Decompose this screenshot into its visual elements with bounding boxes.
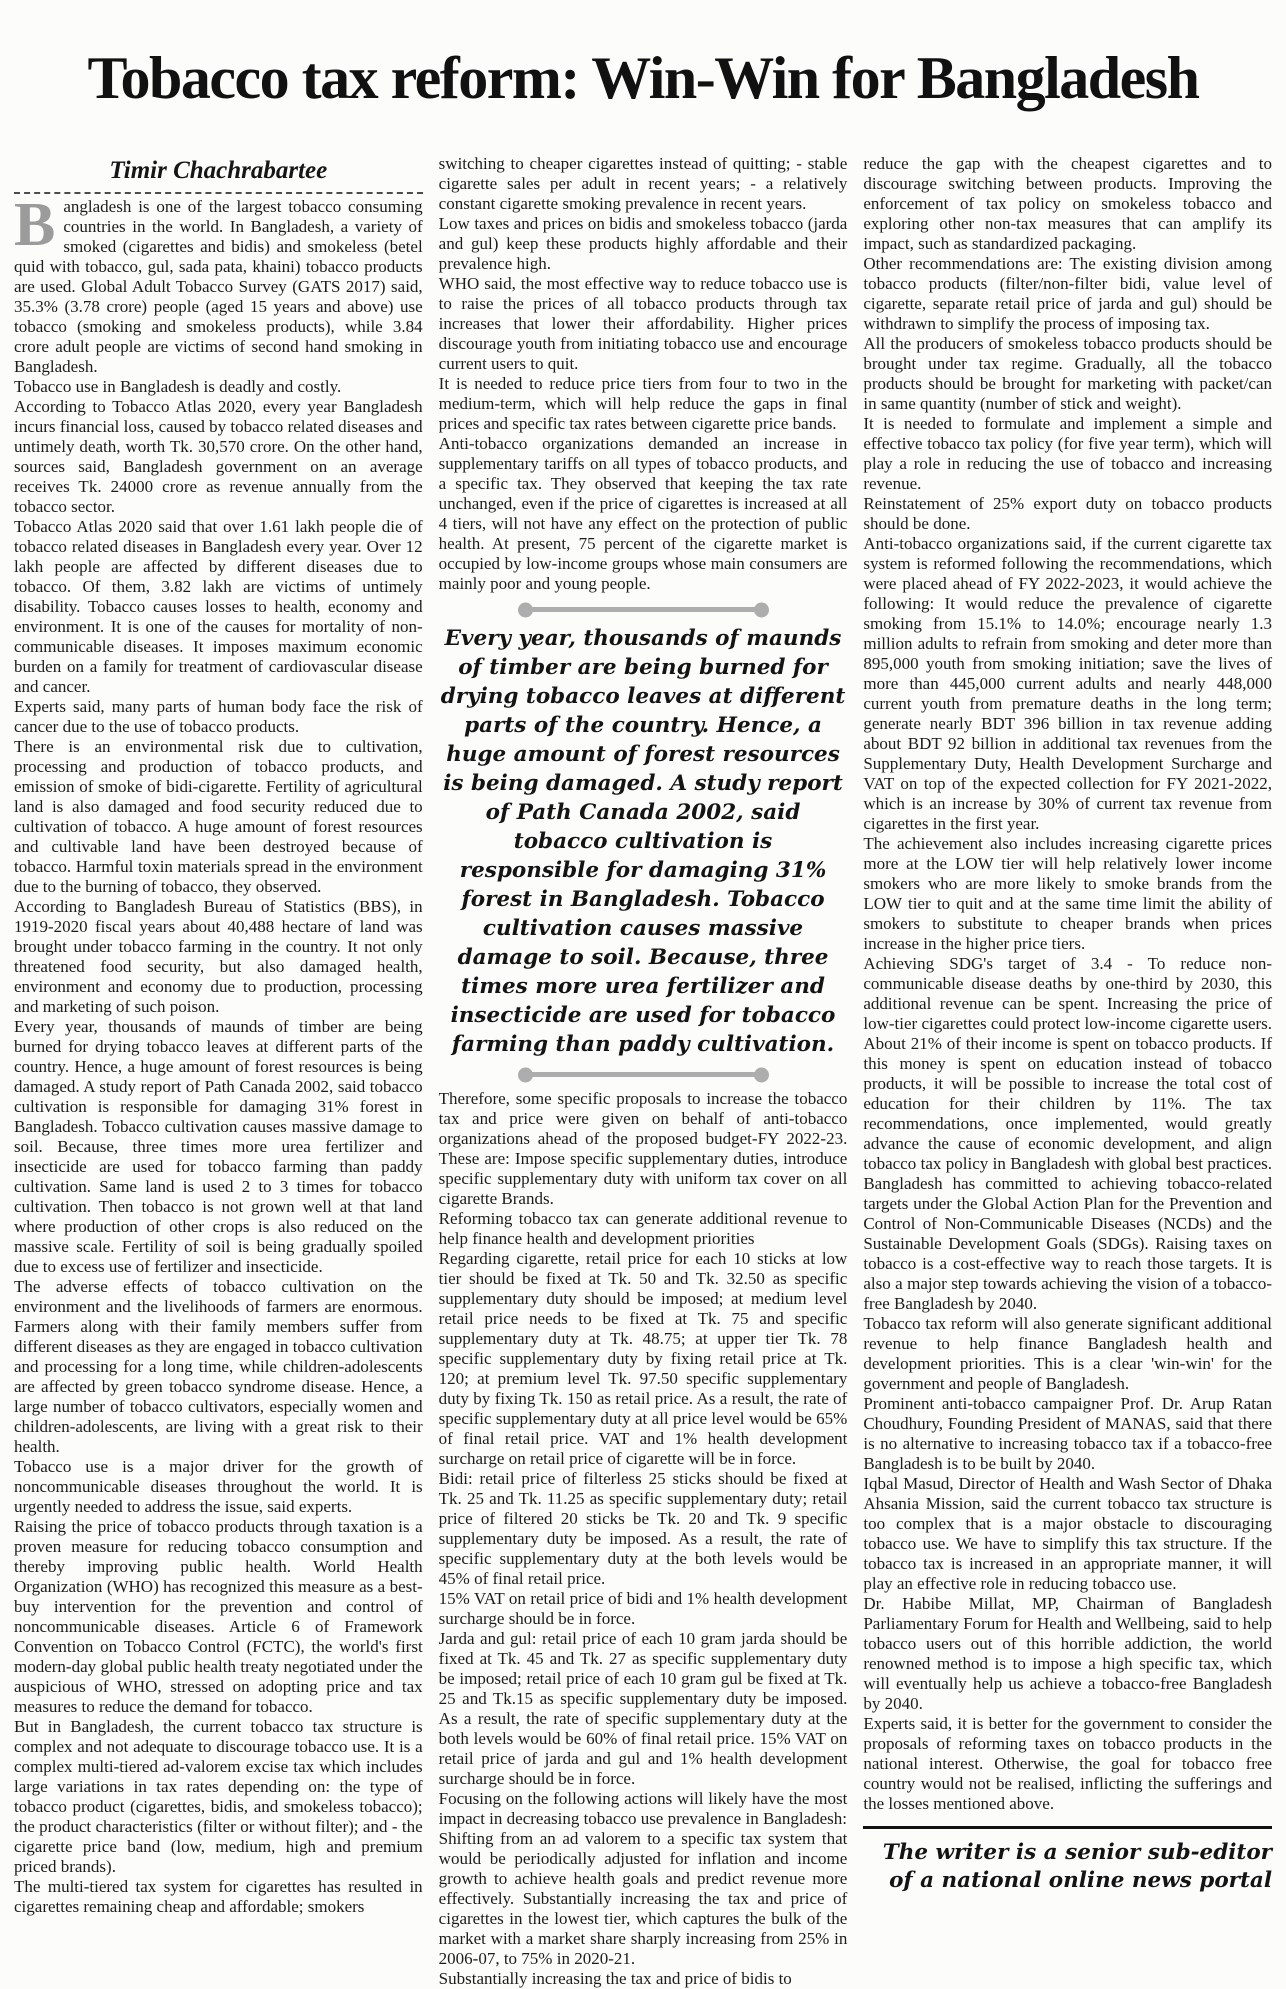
body-paragraph: Tobacco use in Bangladesh is deadly and costly. (14, 377, 342, 397)
newspaper-page (14, 0, 1272, 1989)
body-paragraph: Raising the price of tobacco products through taxation is a proven measure for reducing tobacco consumption and thereby improving public health. World Health Organization (WHO) has recognized this measure as a best-buy intervention for the prevention and control of noncommunicable diseases. Article 6 of Framework Convention on Tobacco Control (FCTC), the world's first modern-day global public health treaty negotiated under the auspicious of WHO, stressed on adopting price and tax measures to reduce the demand for tobacco. (14, 1517, 423, 1717)
body-paragraph: Tobacco tax reform will also generate significant additional revenue to help finance Bangladesh health and development priorities. This is a clear 'win-win' for the government and people of Bangladesh. (863, 1314, 1273, 1394)
body-paragraph: Focusing on the following actions will likely have the most impact in decreasing tobacco use prevalence in Bangladesh: (438, 1789, 848, 1829)
body-paragraph: Reforming tobacco tax can generate additional revenue to help finance health and development priorities (438, 1209, 848, 1249)
body-paragraph: Shifting from an ad valorem to a specific tax system that would be periodically adjusted for inflation and income growth to achieve health goals and predict revenue more effectively. Substantially increasing the tax and price of cigarettes in the lowest tier, which captures the bulk of the market with a market share sharply increasing from 25% in 2006-07, to 75% in 2020-21. (438, 1829, 848, 1969)
body-paragraph: WHO said, the most effective way to reduce tobacco use is to raise the prices of all tobacco products through tax increases that lower their affordability. Higher prices discourage youth from initiating tobacco use and encourage current users to quit. (438, 274, 848, 374)
body-paragraph: It is needed to reduce price tiers from four to two in the medium-term, which will help reduce the gaps in final prices and specific tax rates between cigarette price bands. (438, 374, 848, 434)
body-paragraph: It is needed to formulate and implement a simple and effective tobacco tax policy (for five year term), which will play a role in reducing the use of tobacco and increasing revenue. (863, 414, 1273, 494)
body-paragraph: Regarding cigarette, retail price for each 10 sticks at low tier should be fixed at Tk. 50 and Tk. 32.50 as specific supplementary duty should be imposed; at medium level retail price needs to be fixed at Tk. 75 and specific supplementary duty at Tk. 48.75; at upper tier Tk. 78 specific supplementary duty by fixing retail price at Tk. 120; at premium level Tk. 97.50 specific supplementary duty by fixing Tk. 150 as retail price. As a result, the rate of specific supplementary duty at all price level would be 65% of final retail price. VAT and 1% health development surcharge on retail price of cigarette will be in force. (438, 1249, 848, 1469)
byline-dashed-divider (14, 192, 423, 194)
article-column-1 (14, 154, 423, 1989)
body-paragraph: But in Bangladesh, the current tobacco tax structure is complex and not adequate to discourage tobacco use. It is a complex multi-tiered ad-valorem excise tax which includes large variations in tax rates depending on: the type of tobacco product (cigarettes, bidis, and smokeless tobacco); the product characteristics (filter or without filter); and - the cigarette price band (low, medium, high and premium priced brands). (14, 1717, 423, 1877)
author-credit (863, 1839, 1272, 1895)
lead-paragraph-text: angladesh is one of the largest tobacco consuming countries in the world. In Bangladesh, a variety of smoked (cigarettes and bidis) and smokeless (betel quid with tobacco, gul, sada pata, khaini) tobacco products are used. Global Adult Tobacco Survey (GATS 2017) said, 35.3% (3.78 crore) people (aged 15 years and above) use tobacco (smoking and smokeless products), while 3.84 crore adult people are victims of second hand smoking in Bangladesh. (14, 197, 423, 377)
author-credit-line: The writer is a senior sub-editor (882, 1840, 1273, 1866)
body-paragraph: 15% VAT on retail price of bidi and 1% health development surcharge should be in force. (438, 1589, 848, 1629)
body-paragraph: Tobacco use is a major driver for the growth of noncommunicable diseases throughout the world. It is urgently needed to address the issue, said experts. (14, 1457, 423, 1517)
body-paragraph: Anti-tobacco organizations said, if the current cigarette tax system is reformed following the recommendations, which were placed ahead of FY 2022-2023, it would achieve the following: It would reduce the prevalence of cigarette smoking from 15.1% to 14.0%; encourage nearly 1.3 million adults to refrain from smoking and deter more than 895,000 youth from smoking initiation; save the lives of more than 445,000 current adults and nearly 448,000 current youth from premature deaths in the long term; generate nearly BDT 396 billion in tax revenue adding about BDT 92 billion in additional tax revenues from the Supplementary Duty, Health Development Surcharge and VAT on top of the expected collection for FY 2021-2022, which is an increase by 30% of current tax revenue from cigarettes in the first year. (863, 534, 1273, 834)
body-paragraph: Bidi: retail price of filterless 25 sticks should be fixed at Tk. 25 and Tk. 11.25 as specific supplementary duty; retail price of filtered 20 sticks be Tk. 20 and Tk. 9 specific supplementary duty be imposed. As a result, the rate of specific supplementary duty at the both levels would be 45% of final retail price. (438, 1469, 848, 1589)
author-byline: Timir Chachrabartee (109, 157, 328, 185)
credit-divider (863, 1826, 1272, 1829)
article-column-3 (863, 154, 1272, 1989)
pull-quote: Every year, thousands of maunds of timber are being burned for drying tobacco leaves at different parts of the country. Hence, a huge amount of forest resources is being damaged. A study report of Path Canada 2002, said tobacco cultivation is responsible for damaging 31% forest in Bangladesh. Tobacco cultivation causes massive damage to soil. Because, three times more urea fertilizer and insecticide are used for tobacco farming than paddy cultivation. (440, 626, 846, 1058)
body-paragraph: Therefore, some specific proposals to increase the tobacco tax and price were given on behalf of anti-tobacco organizations ahead of the proposed budget-FY 2022-23. These are: Impose specific supplementary duties, introduce specific supplementary duty with uniform tax cover on all cigarette Brands. (438, 1089, 848, 1209)
article-column-2 (439, 154, 848, 1989)
body-paragraph: Achieving SDG's target of 3.4 - To reduce non-communicable disease deaths by one-third by 2030, this additional revenue can be spent. Increasing the price of low-tier cigarettes could protect low-income cigarette users. About 21% of their income is spent on tobacco products. If this money is spent on education instead of tobacco products, it will be possible to increase the total cost of education for their children by 11%. The tax recommendations, once implemented, would greatly advance the cause of economic development, and align tobacco tax policy in Bangladesh with global best practices. Bangladesh has committed to achieving tobacco-related targets under the Global Action Plan for the Prevention and Control of Non-Communicable Diseases (NCDs) and the Sustainable Development Goals (SDGs). Raising taxes on tobacco is a cost-effective way to reach those targets. It is also a major step towards achieving the vision of a tobacco-free Bangladesh by 2040. (863, 954, 1273, 1314)
body-paragraph: According to Bangladesh Bureau of Statistics (BBS), in 1919-2020 fiscal years about 40,488 hectare of land was brought under tobacco farming in the country. It not only threatened food security, but also damaged health, environment and economy due to production, processing and marketing of such poison. (14, 897, 423, 1017)
body-paragraph: Dr. Habibe Millat, MP, Chairman of Bangladesh Parliamentary Forum for Health and Wellbeing, said to help tobacco users out of this horrible addiction, the world renowned method is to impose a high specific tax, which will eventually help us achieve a tobacco-free Bangladesh by 2040. (863, 1594, 1273, 1714)
body-paragraph: Substantially increasing the tax and price of bidis to (438, 1969, 792, 1989)
body-paragraph: Experts said, it is better for the government to consider the proposals of reforming taxes on tobacco products in the national interest. Otherwise, the goal for tobacco free country would not be realised, inflicting the sufferings and the losses mentioned above. (863, 1714, 1273, 1814)
body-paragraph: reduce the gap with the cheapest cigarettes and to discourage switching between products. Improving the enforcement of tax policy on smokeless tobacco and exploring other non-tax measures that can amplify its impact, such as standardized packaging. (863, 154, 1273, 254)
drop-cap: B (14, 191, 56, 260)
body-paragraph: According to Tobacco Atlas 2020, every year Bangladesh incurs financial loss, caused by tobacco related diseases and untimely death, worth Tk. 30,570 crore. On the other hand, sources said, Bangladesh government on an average receives Tk. 24000 crore as revenue annually from the tobacco sector. (14, 397, 423, 517)
body-paragraph: The adverse effects of tobacco cultivation on the environment and the livelihoods of farmers are enormous. Farmers along with their family members suffer from different diseases as they are engaged in tobacco cultivation and processing for a long time, while children-adolescents are affected by green tobacco syndrome disease. Hence, a large number of tobacco cultivators, especially women and children-adolescents, are living with a great risk to their health. (14, 1277, 423, 1457)
body-paragraph: Experts said, many parts of human body face the risk of cancer due to the use of tobacco products. (14, 697, 423, 737)
body-paragraph: Prominent anti-tobacco campaigner Prof. Dr. Arup Ratan Choudhury, Founding President of MANAS, said that there is no alternative to increasing tobacco tax if a tobacco-free Bangladesh is to be built by 2040. (863, 1394, 1273, 1474)
article-columns (14, 154, 1272, 1989)
body-paragraph: Low taxes and prices on bidis and smokeless tobacco (jarda and gul) keep these products highly affordable and their prevalence high. (438, 214, 848, 274)
pullquote-divider (525, 1072, 762, 1077)
lead-paragraph (14, 191, 423, 377)
author-credit-line: of a national online news portal (889, 1868, 1273, 1894)
body-paragraph: The multi-tiered tax system for cigarettes has resulted in cigarettes remaining cheap and affordable; smokers (14, 1877, 423, 1917)
body-paragraph: The achievement also includes increasing cigarette prices more at the LOW tier will help relatively lower income smokers who are more likely to smoke brands from the LOW tier to quit and at the same time limit the ability of smokers to substitute to cheaper brands when prices increase in the higher price tiers. (863, 834, 1273, 954)
body-paragraph: Reinstatement of 25% export duty on tobacco products should be done. (863, 494, 1273, 534)
body-paragraph: Every year, thousands of maunds of timber are being burned for drying tobacco leaves at different parts of the country. Hence, a huge amount of forest resources is being damaged. A study report of Path Canada 2002, said tobacco cultivation is responsible for damaging 31% forest in Bangladesh. Tobacco cultivation causes massive damage to soil. Because, three times more urea fertilizer and insecticide are used for tobacco farming than paddy cultivation. Same land is used 2 to 3 times for tobacco cultivation. Then tobacco is not grown well at that land where production of other crops is also reduced on the massive scale. Fertility of soil is being gradually spoiled due to excess use of fertilizer and insecticide. (14, 1017, 423, 1277)
body-paragraph: Iqbal Masud, Director of Health and Wash Sector of Dhaka Ahsania Mission, said the current tobacco tax structure is too complex that is a major obstacle to discouraging tobacco use. We have to simplify this tax structure. If the tobacco tax is increased in an appropriate manner, it will play an effective role in reducing tobacco use. (863, 1474, 1273, 1594)
body-paragraph: Other recommendations are: The existing division among tobacco products (filter/non-filter bidi, value level of cigarette, separate retail price of jarda and gul) should be withdrawn to simplify the process of imposing tax. (863, 254, 1273, 334)
article-headline: Tobacco tax reform: Win-Win for Bangladesh (87, 45, 1199, 112)
body-paragraph: There is an environmental risk due to cultivation, processing and production of tobacco products, and emission of smoke of bidi-cigarette. Fertility of agricultural land is also damaged and food security reduced due to cultivation of tobacco. A huge amount of forest resources and cultivable land have been destroyed because of tobacco. Harmful toxin materials spread in the environment due to the burning of tobacco, they observed. (14, 737, 423, 897)
body-paragraph: switching to cheaper cigarettes instead of quitting; - stable cigarette sales per adult in recent years; - a relatively constant cigarette smoking prevalence in recent years. (438, 154, 848, 214)
pullquote-divider (525, 607, 762, 612)
body-paragraph: Jarda and gul: retail price of each 10 gram jarda should be fixed at Tk. 45 and Tk. 27 as specific supplementary duty be imposed; retail price of each 10 gram gul be fixed at Tk. 25 and Tk.15 as specific supplementary duty be imposed. As a result, the rate of specific supplementary duty at the both levels would be 60% of final retail price. 15% VAT on retail price of jarda and gul and 1% health development surcharge should be in force. (438, 1629, 848, 1789)
body-paragraph: Anti-tobacco organizations demanded an increase in supplementary tariffs on all types of tobacco products, and a specific tax. They observed that keeping the tax rate unchanged, even if the price of cigarettes is increased at all 4 tiers, will not have any effect on the protection of public health. At present, 75 percent of the cigarette market is occupied by low-income groups whose main consumers are mainly poor and young people. (438, 434, 848, 594)
body-paragraph: Tobacco Atlas 2020 said that over 1.61 lakh people die of tobacco related diseases in Bangladesh every year. Over 12 lakh people are affected by different diseases due to tobacco. Of them, 3.82 lakh are victims of untimely disability. Tobacco causes losses to health, economy and environment. It is one of the causes for mortality of non-communicable diseases. It imposes maximum economic burden on a family for treatment of cardiovascular disease and cancer. (14, 517, 423, 697)
body-paragraph: All the producers of smokeless tobacco products should be brought under tax regime. Gradually, all the tobacco products should be brought for marketing with packet/can in same quantity (number of stick and weight). (863, 334, 1273, 414)
